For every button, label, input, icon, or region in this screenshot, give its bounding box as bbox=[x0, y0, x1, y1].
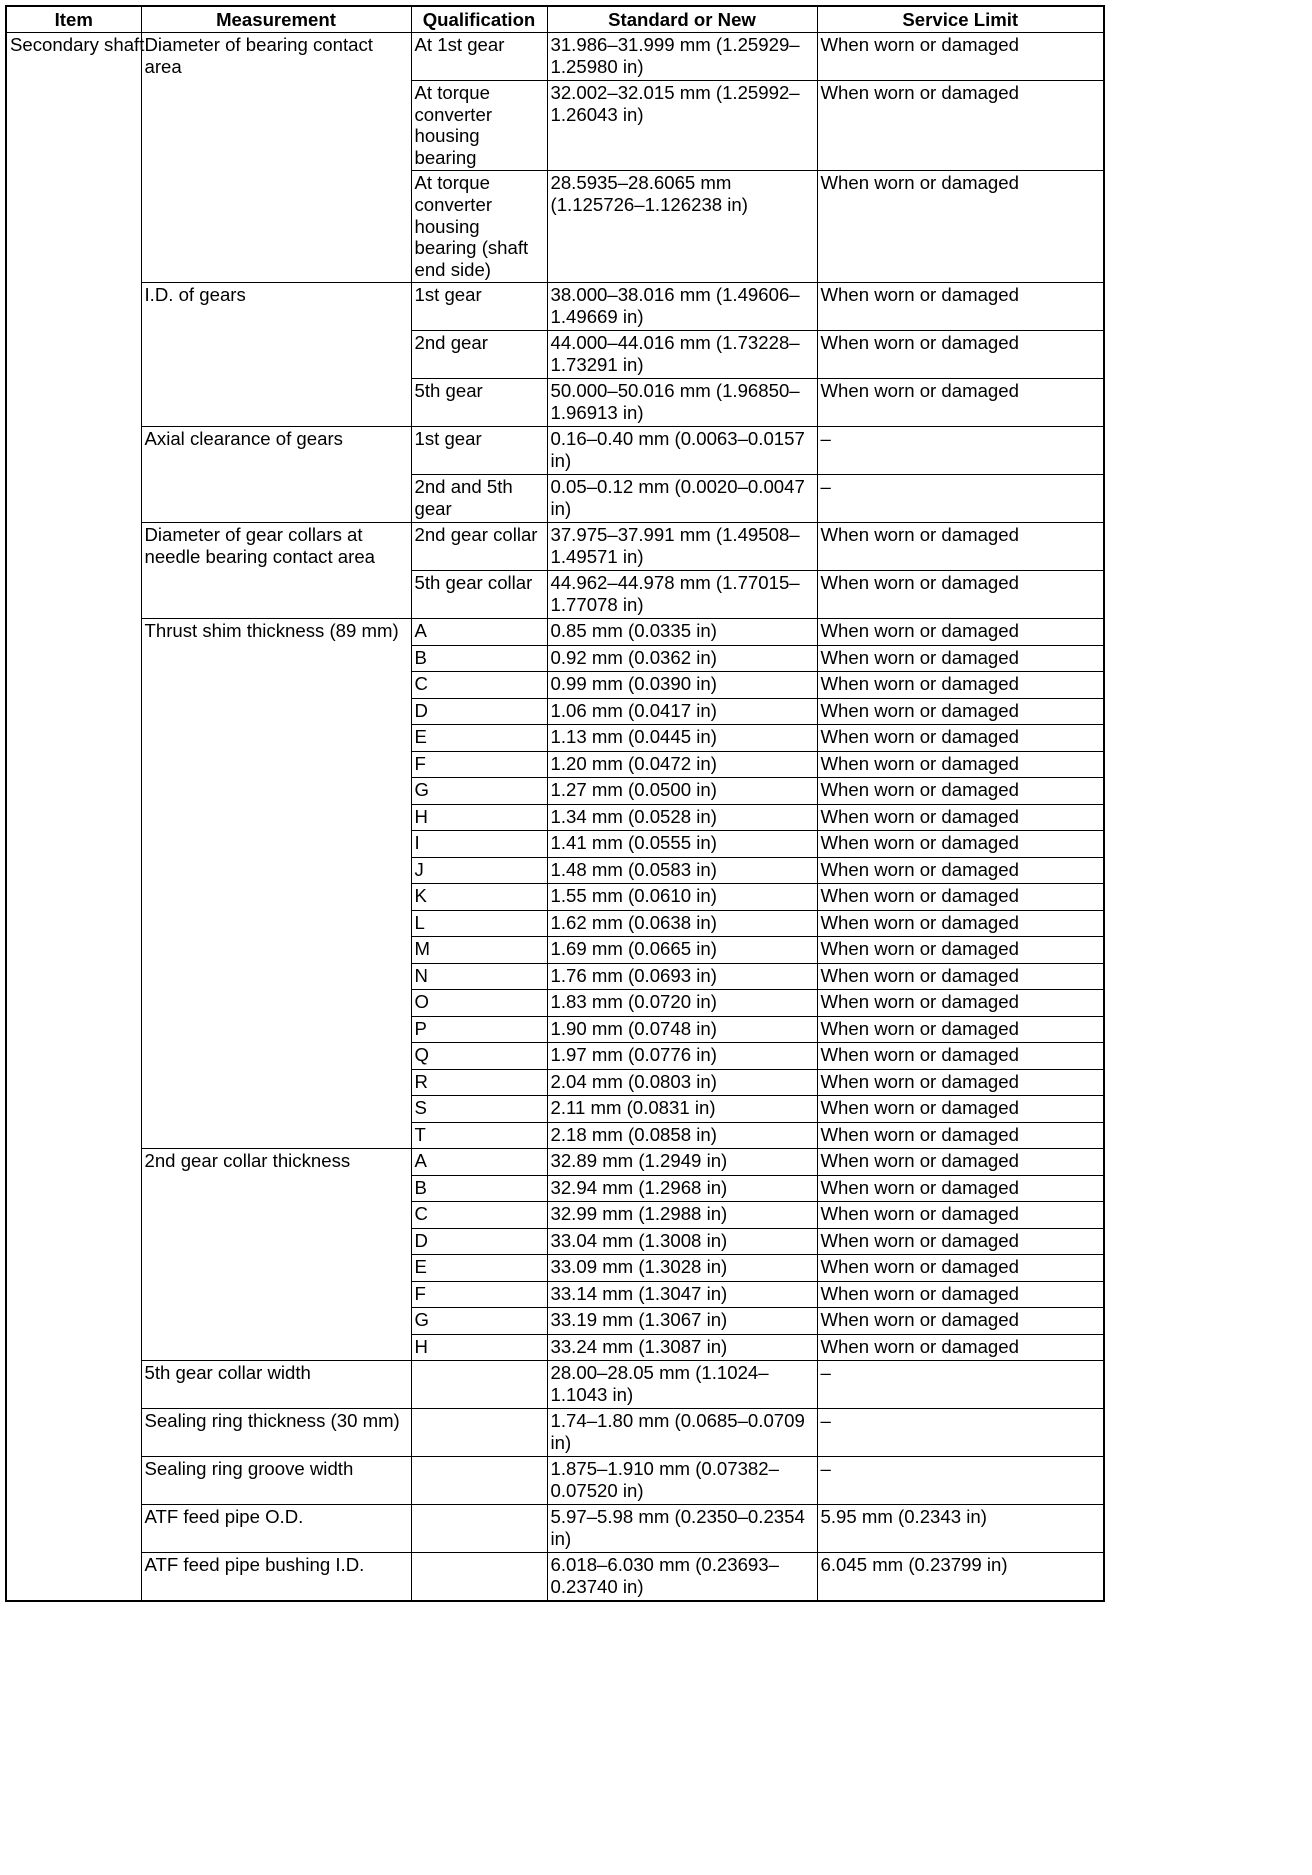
qualification-cell: G bbox=[411, 778, 547, 805]
standard-cell: 31.986–31.999 mm (1.25929–1.25980 in) bbox=[547, 33, 817, 81]
service-limit-cell: When worn or damaged bbox=[817, 804, 1104, 831]
qualification-cell: E bbox=[411, 725, 547, 752]
service-limit-cell: When worn or damaged bbox=[817, 1255, 1104, 1282]
measurement-cell: ATF feed pipe O.D. bbox=[141, 1505, 411, 1553]
standard-cell: 5.97–5.98 mm (0.2350–0.2354 in) bbox=[547, 1505, 817, 1553]
service-limit-cell: When worn or damaged bbox=[817, 1149, 1104, 1176]
standard-cell: 33.09 mm (1.3028 in) bbox=[547, 1255, 817, 1282]
table-row bbox=[6, 283, 1104, 331]
measurement-cell: Diameter of bearing contact area bbox=[141, 33, 411, 283]
service-limit-cell: When worn or damaged bbox=[817, 1228, 1104, 1255]
qualification-cell: 5th gear bbox=[411, 379, 547, 427]
qualification-cell: 2nd gear collar bbox=[411, 523, 547, 571]
service-limit-cell: When worn or damaged bbox=[817, 963, 1104, 990]
service-limit-cell: When worn or damaged bbox=[817, 171, 1104, 283]
standard-cell: 1.90 mm (0.0748 in) bbox=[547, 1016, 817, 1043]
standard-cell: 0.05–0.12 mm (0.0020–0.0047 in) bbox=[547, 475, 817, 523]
standard-cell: 6.018–6.030 mm (0.23693–0.23740 in) bbox=[547, 1553, 817, 1601]
standard-cell: 1.55 mm (0.0610 in) bbox=[547, 884, 817, 911]
service-limit-cell: When worn or damaged bbox=[817, 1334, 1104, 1361]
standard-cell: 2.04 mm (0.0803 in) bbox=[547, 1069, 817, 1096]
qualification-cell: A bbox=[411, 1149, 547, 1176]
qualification-cell: D bbox=[411, 1228, 547, 1255]
standard-cell: 32.99 mm (1.2988 in) bbox=[547, 1202, 817, 1229]
standard-cell: 33.24 mm (1.3087 in) bbox=[547, 1334, 817, 1361]
qualification-cell: I bbox=[411, 831, 547, 858]
table-row bbox=[6, 427, 1104, 475]
spec-table bbox=[5, 5, 1105, 1602]
qualification-cell: G bbox=[411, 1308, 547, 1335]
standard-cell: 1.34 mm (0.0528 in) bbox=[547, 804, 817, 831]
qualification-cell bbox=[411, 1361, 547, 1409]
standard-cell: 0.99 mm (0.0390 in) bbox=[547, 672, 817, 699]
qualification-cell bbox=[411, 1553, 547, 1601]
qualification-cell: F bbox=[411, 1281, 547, 1308]
table-row bbox=[6, 523, 1104, 571]
standard-cell: 38.000–38.016 mm (1.49606–1.49669 in) bbox=[547, 283, 817, 331]
qualification-cell: B bbox=[411, 645, 547, 672]
measurement-cell: Diameter of gear collars at needle bearing contact area bbox=[141, 523, 411, 619]
qualification-cell: At 1st gear bbox=[411, 33, 547, 81]
table-row bbox=[6, 1457, 1104, 1505]
service-limit-cell: When worn or damaged bbox=[817, 283, 1104, 331]
table-row bbox=[6, 1361, 1104, 1409]
service-limit-cell: When worn or damaged bbox=[817, 1202, 1104, 1229]
service-limit-cell: When worn or damaged bbox=[817, 857, 1104, 884]
qualification-cell: D bbox=[411, 698, 547, 725]
qualification-cell: K bbox=[411, 884, 547, 911]
standard-cell: 1.13 mm (0.0445 in) bbox=[547, 725, 817, 752]
qualification-cell: H bbox=[411, 1334, 547, 1361]
standard-cell: 1.83 mm (0.0720 in) bbox=[547, 990, 817, 1017]
standard-cell: 33.04 mm (1.3008 in) bbox=[547, 1228, 817, 1255]
service-limit-cell: 5.95 mm (0.2343 in) bbox=[817, 1505, 1104, 1553]
standard-cell: 32.94 mm (1.2968 in) bbox=[547, 1175, 817, 1202]
standard-cell: 1.27 mm (0.0500 in) bbox=[547, 778, 817, 805]
standard-cell: 33.14 mm (1.3047 in) bbox=[547, 1281, 817, 1308]
standard-cell: 1.20 mm (0.0472 in) bbox=[547, 751, 817, 778]
service-limit-cell: When worn or damaged bbox=[817, 751, 1104, 778]
qualification-cell: C bbox=[411, 672, 547, 699]
service-limit-cell: When worn or damaged bbox=[817, 672, 1104, 699]
standard-cell: 32.002–32.015 mm (1.25992–1.26043 in) bbox=[547, 81, 817, 171]
service-limit-cell: When worn or damaged bbox=[817, 778, 1104, 805]
measurement-cell: Thrust shim thickness (89 mm) bbox=[141, 619, 411, 1149]
service-limit-cell: When worn or damaged bbox=[817, 571, 1104, 619]
qualification-cell: M bbox=[411, 937, 547, 964]
service-limit-cell: When worn or damaged bbox=[817, 1043, 1104, 1070]
standard-cell: 1.48 mm (0.0583 in) bbox=[547, 857, 817, 884]
table-row bbox=[6, 619, 1104, 646]
standard-cell: 1.69 mm (0.0665 in) bbox=[547, 937, 817, 964]
header-item: Item bbox=[6, 6, 141, 33]
service-limit-cell: When worn or damaged bbox=[817, 523, 1104, 571]
service-limit-cell: – bbox=[817, 1409, 1104, 1457]
qualification-cell: 1st gear bbox=[411, 283, 547, 331]
table-row bbox=[6, 33, 1104, 81]
standard-cell: 2.18 mm (0.0858 in) bbox=[547, 1122, 817, 1149]
standard-cell: 1.41 mm (0.0555 in) bbox=[547, 831, 817, 858]
table-row bbox=[6, 1149, 1104, 1176]
standard-cell: 28.00–28.05 mm (1.1024–1.1043 in) bbox=[547, 1361, 817, 1409]
header-qualification: Qualification bbox=[411, 6, 547, 33]
qualification-cell: S bbox=[411, 1096, 547, 1123]
qualification-cell: L bbox=[411, 910, 547, 937]
qualification-cell: F bbox=[411, 751, 547, 778]
measurement-cell: Sealing ring thickness (30 mm) bbox=[141, 1409, 411, 1457]
qualification-cell: B bbox=[411, 1175, 547, 1202]
qualification-cell: 1st gear bbox=[411, 427, 547, 475]
service-limit-cell: When worn or damaged bbox=[817, 1016, 1104, 1043]
standard-cell: 33.19 mm (1.3067 in) bbox=[547, 1308, 817, 1335]
header-measurement: Measurement bbox=[141, 6, 411, 33]
service-limit-cell: – bbox=[817, 1361, 1104, 1409]
service-limit-cell: When worn or damaged bbox=[817, 81, 1104, 171]
service-limit-cell: When worn or damaged bbox=[817, 1281, 1104, 1308]
standard-cell: 0.16–0.40 mm (0.0063–0.0157 in) bbox=[547, 427, 817, 475]
table-row bbox=[6, 1553, 1104, 1601]
qualification-cell: H bbox=[411, 804, 547, 831]
table-row bbox=[6, 1409, 1104, 1457]
qualification-cell: A bbox=[411, 619, 547, 646]
service-limit-cell: – bbox=[817, 427, 1104, 475]
header-service-limit: Service Limit bbox=[817, 6, 1104, 33]
standard-cell: 44.962–44.978 mm (1.77015–1.77078 in) bbox=[547, 571, 817, 619]
standard-cell: 1.62 mm (0.0638 in) bbox=[547, 910, 817, 937]
measurement-cell: 2nd gear collar thickness bbox=[141, 1149, 411, 1361]
qualification-cell: 2nd and 5th gear bbox=[411, 475, 547, 523]
service-limit-cell: When worn or damaged bbox=[817, 937, 1104, 964]
qualification-cell: O bbox=[411, 990, 547, 1017]
qualification-cell: At torque converter housing bearing (shaft end side) bbox=[411, 171, 547, 283]
standard-cell: 1.76 mm (0.0693 in) bbox=[547, 963, 817, 990]
item-cell: Secondary shaft bbox=[6, 33, 141, 1601]
service-limit-cell: When worn or damaged bbox=[817, 1096, 1104, 1123]
service-limit-cell: When worn or damaged bbox=[817, 1069, 1104, 1096]
service-limit-cell: When worn or damaged bbox=[817, 379, 1104, 427]
qualification-cell: Q bbox=[411, 1043, 547, 1070]
qualification-cell: T bbox=[411, 1122, 547, 1149]
standard-cell: 0.85 mm (0.0335 in) bbox=[547, 619, 817, 646]
header-standard: Standard or New bbox=[547, 6, 817, 33]
service-limit-cell: When worn or damaged bbox=[817, 1122, 1104, 1149]
qualification-cell: N bbox=[411, 963, 547, 990]
measurement-cell: Axial clearance of gears bbox=[141, 427, 411, 523]
standard-cell: 28.5935–28.6065 mm (1.125726–1.126238 in) bbox=[547, 171, 817, 283]
qualification-cell bbox=[411, 1457, 547, 1505]
qualification-cell: R bbox=[411, 1069, 547, 1096]
measurement-cell: 5th gear collar width bbox=[141, 1361, 411, 1409]
service-limit-cell: When worn or damaged bbox=[817, 884, 1104, 911]
measurement-cell: ATF feed pipe bushing I.D. bbox=[141, 1553, 411, 1601]
header-row bbox=[6, 6, 1104, 33]
qualification-cell bbox=[411, 1505, 547, 1553]
standard-cell: 0.92 mm (0.0362 in) bbox=[547, 645, 817, 672]
qualification-cell: 2nd gear bbox=[411, 331, 547, 379]
service-limit-cell: – bbox=[817, 1457, 1104, 1505]
service-limit-cell: When worn or damaged bbox=[817, 1308, 1104, 1335]
service-limit-cell: When worn or damaged bbox=[817, 698, 1104, 725]
qualification-cell bbox=[411, 1409, 547, 1457]
service-limit-cell: When worn or damaged bbox=[817, 619, 1104, 646]
standard-cell: 1.06 mm (0.0417 in) bbox=[547, 698, 817, 725]
service-limit-cell: – bbox=[817, 475, 1104, 523]
standard-cell: 37.975–37.991 mm (1.49508–1.49571 in) bbox=[547, 523, 817, 571]
qualification-cell: At torque converter housing bearing bbox=[411, 81, 547, 171]
service-limit-cell: When worn or damaged bbox=[817, 33, 1104, 81]
service-limit-cell: When worn or damaged bbox=[817, 331, 1104, 379]
table-row bbox=[6, 1505, 1104, 1553]
qualification-cell: J bbox=[411, 857, 547, 884]
service-limit-cell: When worn or damaged bbox=[817, 910, 1104, 937]
service-limit-cell: When worn or damaged bbox=[817, 725, 1104, 752]
qualification-cell: C bbox=[411, 1202, 547, 1229]
qualification-cell: E bbox=[411, 1255, 547, 1282]
service-limit-cell: When worn or damaged bbox=[817, 831, 1104, 858]
service-limit-cell: When worn or damaged bbox=[817, 645, 1104, 672]
standard-cell: 32.89 mm (1.2949 in) bbox=[547, 1149, 817, 1176]
service-limit-cell: When worn or damaged bbox=[817, 1175, 1104, 1202]
standard-cell: 1.97 mm (0.0776 in) bbox=[547, 1043, 817, 1070]
measurement-cell: Sealing ring groove width bbox=[141, 1457, 411, 1505]
standard-cell: 50.000–50.016 mm (1.96850–1.96913 in) bbox=[547, 379, 817, 427]
qualification-cell: 5th gear collar bbox=[411, 571, 547, 619]
measurement-cell: I.D. of gears bbox=[141, 283, 411, 427]
standard-cell: 2.11 mm (0.0831 in) bbox=[547, 1096, 817, 1123]
standard-cell: 44.000–44.016 mm (1.73228–1.73291 in) bbox=[547, 331, 817, 379]
service-limit-cell: 6.045 mm (0.23799 in) bbox=[817, 1553, 1104, 1601]
standard-cell: 1.74–1.80 mm (0.0685–0.0709 in) bbox=[547, 1409, 817, 1457]
qualification-cell: P bbox=[411, 1016, 547, 1043]
standard-cell: 1.875–1.910 mm (0.07382–0.07520 in) bbox=[547, 1457, 817, 1505]
service-limit-cell: When worn or damaged bbox=[817, 990, 1104, 1017]
